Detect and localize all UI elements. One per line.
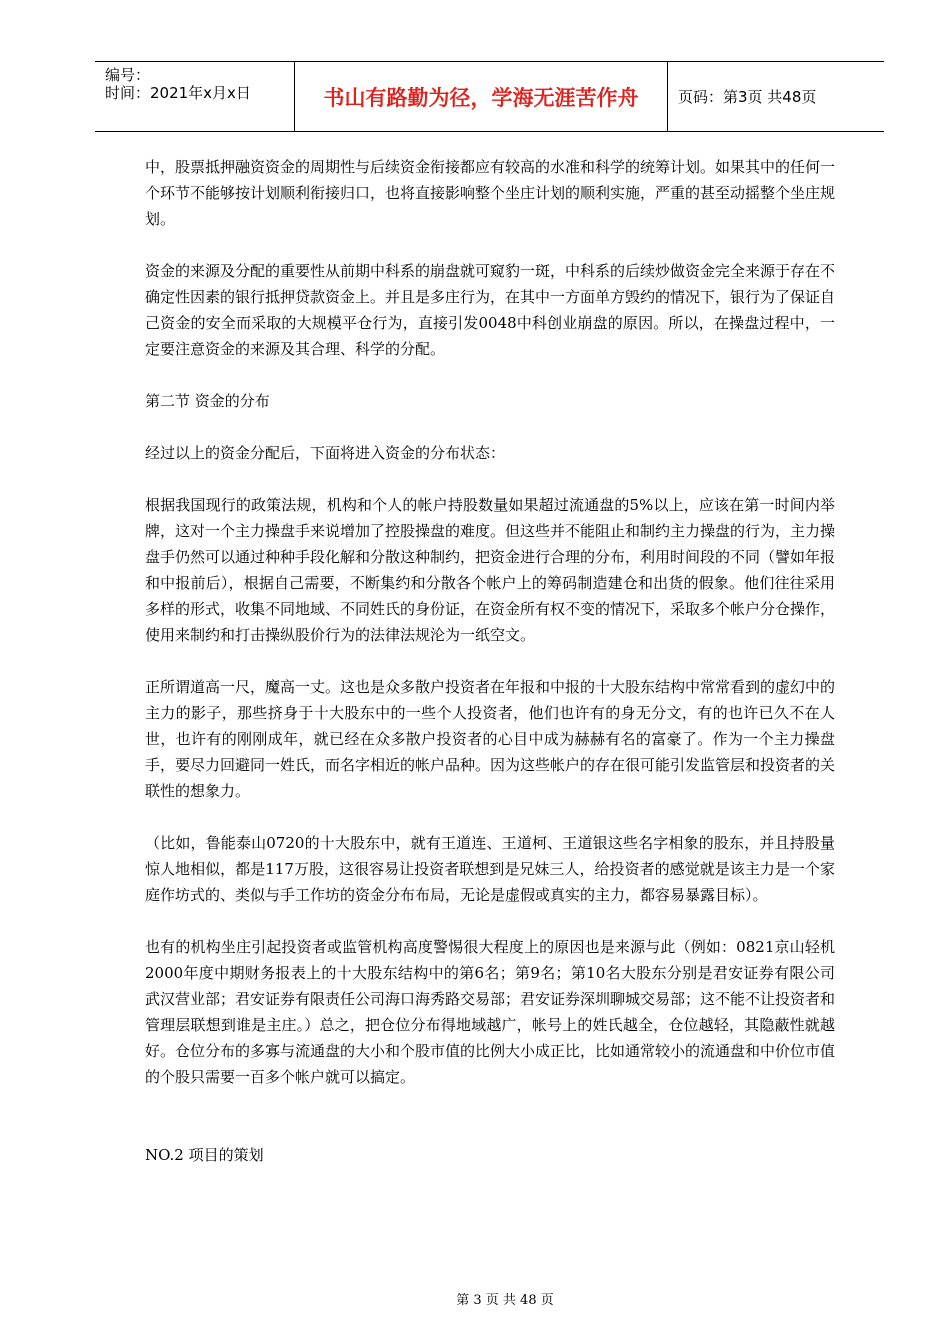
header-meta-cell [95, 62, 295, 131]
paragraph: 正所谓道高一尺，魔高一丈。这也是众多散户投资者在年报和中报的十大股东结构中常常看到的虚幻中的主力的影子，那些挤身于十大股东中的一些个人投资者，他们也许有的身无分文，有的也许已久不在人世，也许有的刚刚成年，就已经在众多散户投资者的心目中成为赫赫有名的富豪了。作为一个主力操盘手，要尽力回避同一姓氏，而名字相近的帐户品种。因为这些帐户的存在很可能引发监管层和投资者的关联性的想象力。 [145, 678, 836, 800]
section-heading: 第二节 资金的分布 [145, 392, 270, 410]
header-page-cell [668, 62, 884, 131]
code-label: 编号： [105, 66, 151, 84]
paragraph: （比如，鲁能泰山0720的十大股东中，就有王道连、王道柯、王道银这些名字相象的股东，并且持股量惊人地相似，都是117万股，这很容易让投资者联想到是兄妹三人，给投资者的感觉就是该主力是一个家庭作坊式的、类似与手工作坊的资金分布布局，无论是虚假或真实的主力，都容易暴露目标）。 [145, 834, 835, 904]
paragraph: 也有的机构坐庄引起投资者或监管机构高度警惕很大程度上的原因也是来源与此（例如：0821京山轻机2000年度中期财务报表上的十大股东结构中的第6名；第9名；第10名大股东分别是君安证券有限公司武汉营业部；君安证券有限责任公司海口海秀路交易部；君安证券深圳聊城交易部；这不能不让投资者和管理层联想到谁是主庄。）总之，把仓位分布得地域越广，帐号上的姓氏越全，仓位越轻，其隐蔽性就越好。仓位分布的多寡与流通盘的大小和个股市值的比例大小成正比，比如通常较小的流通盘和中价位市值的个股只需要一百多个帐户就可以搞定。 [145, 938, 836, 1086]
motto-text: 书山有路勤为径，学海无涯苦作舟 [323, 85, 639, 110]
paragraph: 中，股票抵押融资资金的周期性与后续资金衔接都应有较高的水准和科学的统筹计划。如果其中的任何一个环节不能够按计划顺利衔接归口，也将直接影响整个坐庄计划的顺利实施，严重的甚至动摇整个坐庄规划。 [145, 158, 836, 228]
section-heading: NO.2 项目的策划 [145, 1146, 264, 1164]
paragraph: 经过以上的资金分配后，下面将进入资金的分布状态： [145, 444, 506, 462]
paragraph: 资金的来源及分配的重要性从前期中科系的崩盘就可窥豹一斑，中科系的后续炒做资金完全来源于存在不确定性因素的银行抵押贷款资金上。并且是多庄行为，在其中一方面单方毁约的情况下，银行为了保证自己资金的安全而采取的大规模平仓行为，直接引发0048中科创业崩盘的原因。所以，在操盘过程中，一定要注意资金的来源及其合理、科学的分配。 [145, 262, 836, 358]
page-footer: 第 3 页 共 48 页 [456, 1293, 554, 1308]
page-number-label: 页码：第3页 共48页 [678, 88, 817, 106]
time-label: 时间：2021年x月x日 [105, 84, 251, 102]
paragraph: 根据我国现行的政策法规，机构和个人的帐户持股数量如果超过流通盘的5%以上，应该在第一时间内举牌，这对一个主力操盘手来说增加了控股操盘的难度。但这些并不能阻止和制约主力操盘的行为，主力操盘手仍然可以通过种种手段化解和分散这种制约，把资金进行合理的分布，利用时间段的不同（譬如年报和中报前后），根据自己需要，不断集约和分散各个帐户上的筹码制造建仓和出货的假象。他们往往采用多样的形式，收集不同地域、不同姓氏的身份证，在资金所有权不变的情况下，采取多个帐户分仓操作，使用来制约和打击操纵股价行为的法律法规沦为一纸空文。 [145, 496, 836, 644]
document-header [95, 61, 884, 132]
document-body [145, 154, 835, 1194]
header-motto-cell [295, 62, 668, 131]
